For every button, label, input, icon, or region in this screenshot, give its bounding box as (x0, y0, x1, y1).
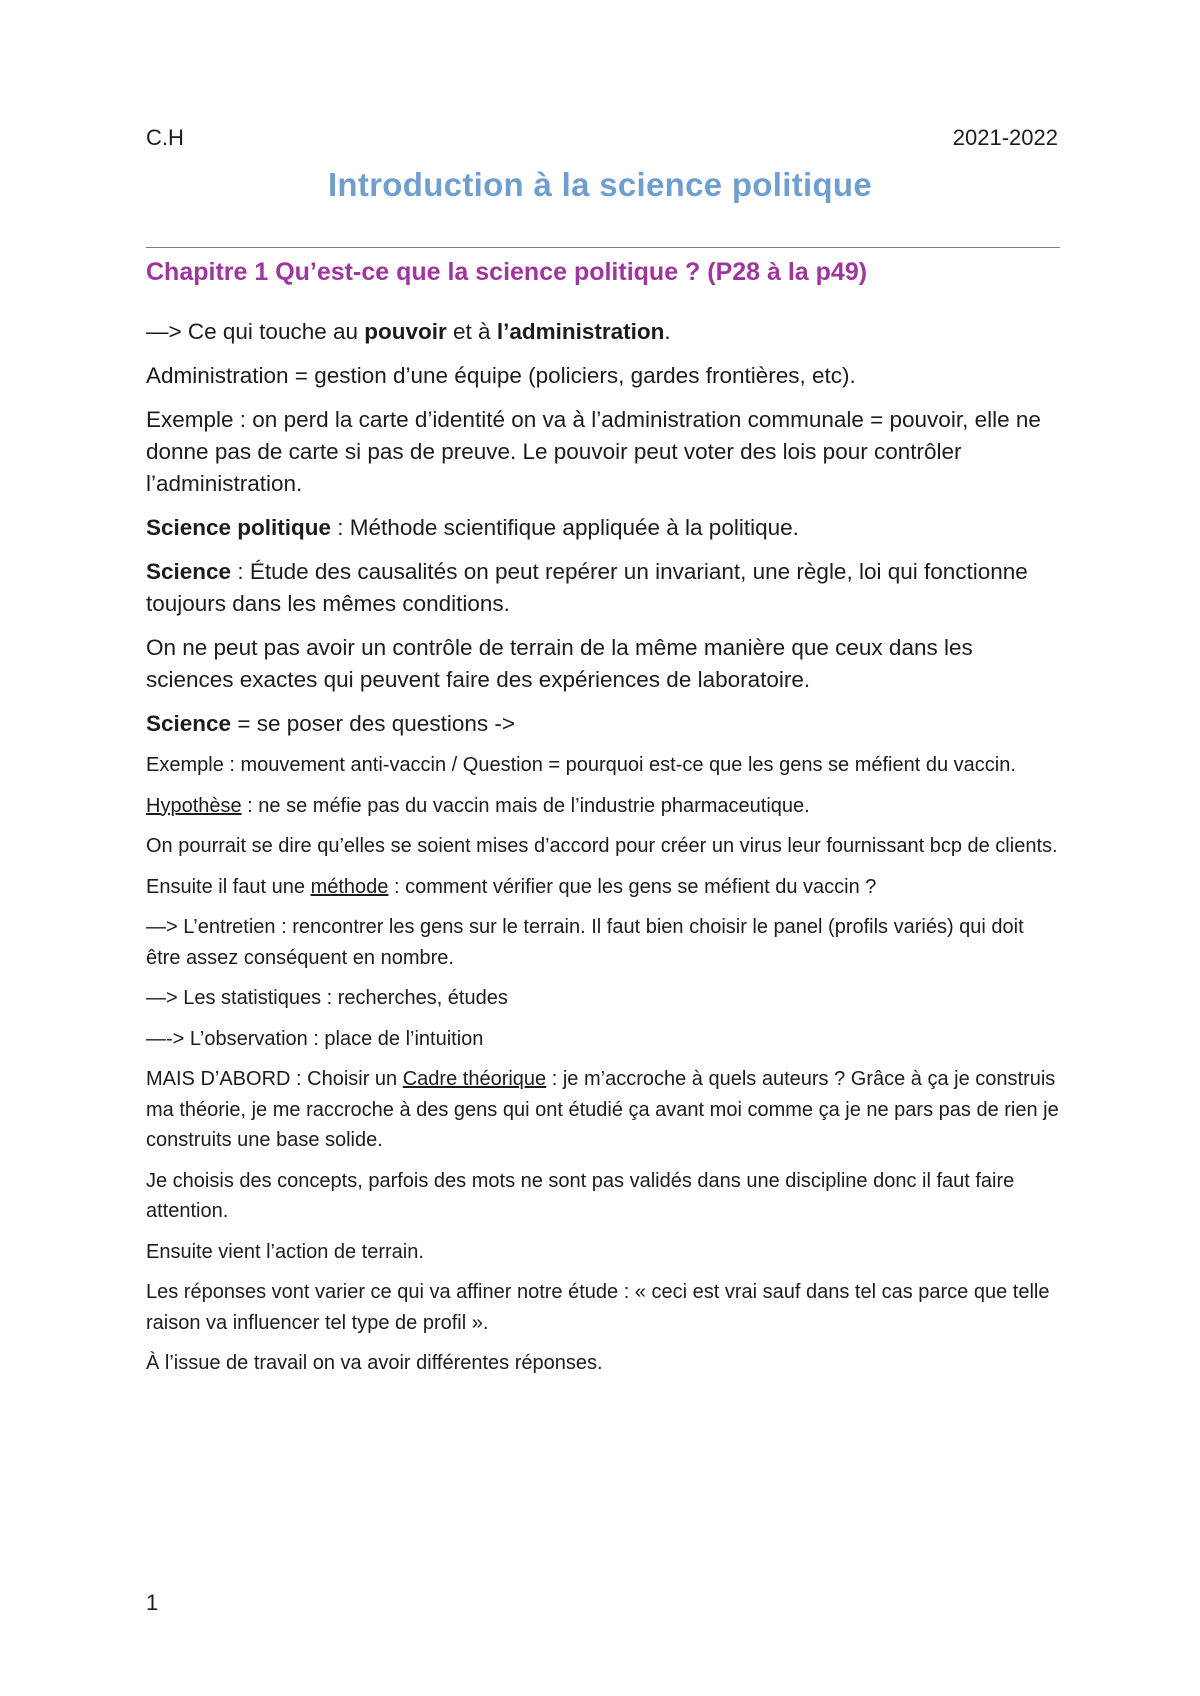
p4-term: Science politique (146, 515, 332, 540)
paragraph-11 (146, 872, 1060, 903)
paragraph-8: Exemple : mouvement anti-vaccin / Question = pourquoi est-ce que les gens se méfient du vaccin. (146, 754, 1016, 776)
paragraph-1 (146, 316, 1060, 348)
p15-text-a: MAIS D’ABORD : Choisir un (146, 1068, 403, 1090)
paragraph-19: À l’issue de travail on va avoir différentes réponses. (146, 1352, 603, 1374)
title-divider (146, 247, 1060, 248)
page-number: 1 (146, 1590, 159, 1615)
p1-text-a: —> Ce qui touche au (146, 319, 365, 344)
p7-term: Science (146, 711, 232, 736)
p9-term-hypothese: Hypothèse (146, 794, 242, 817)
paragraph-12: —> L’entretien : rencontrer les gens sur le terrain. Il faut bien choisir le panel (profils variés) qui doit être assez conséquent en nombre. (146, 916, 1024, 969)
chapter-heading: Chapitre 1 Qu’est-ce que la science politique ? (P28 à la p49) (146, 258, 868, 286)
p4-text: : Méthode scientifique appliquée à la politique. (331, 515, 799, 540)
p11-text-a: Ensuite il faut une (146, 875, 311, 898)
p5-term: Science (146, 559, 232, 584)
paragraph-2: Administration = gestion d’une équipe (policiers, gardes frontières, etc). (146, 363, 856, 388)
p7-text: = se poser des questions -> (231, 711, 515, 736)
p11-term-methode: méthode (310, 875, 389, 898)
paragraph-6: On ne peut pas avoir un contrôle de terrain de la même manière que ceux dans les sciences exactes qui peuvent faire des expériences de laboratoire. (146, 635, 973, 692)
document-title: Introduction à la science politique (327, 166, 873, 203)
header-author: C.H (146, 125, 184, 150)
paragraph-15 (146, 1064, 1060, 1156)
p1-text-e: . (664, 319, 671, 344)
p1-term-administration: l’administration (496, 319, 665, 344)
p9-text: : ne se méfie pas du vaccin mais de l’industrie pharmaceutique. (241, 794, 810, 817)
p1-term-pouvoir: pouvoir (364, 319, 447, 344)
paragraph-17: Ensuite vient l’action de terrain. (146, 1240, 424, 1263)
paragraph-3: Exemple : on perd la carte d’identité on va à l’administration communale = pouvoir, elle ne donne pas de carte si pas de preuve. Le pouvoir peut voter des lois pour contrôler l’administration. (146, 407, 1041, 496)
paragraph-13: —> Les statistiques : recherches, études (146, 987, 508, 1009)
paragraph-18: Les réponses vont varier ce qui va affiner notre étude : « ceci est vrai sauf dans tel cas parce que telle raison va influencer tel type de profil ». (146, 1281, 1050, 1334)
paragraph-9 (146, 791, 1060, 822)
p1-text-c: et à (446, 319, 497, 344)
document-body (146, 316, 1060, 1379)
paragraph-7 (146, 708, 1060, 740)
header-year: 2021-2022 (952, 125, 1058, 150)
paragraph-16: Je choisis des concepts, parfois des mots ne sont pas validés dans une discipline donc il faut faire attention. (146, 1169, 1015, 1222)
paragraph-14: —-> L’observation : place de l’intuition (146, 1027, 484, 1050)
p11-text-b: : comment vérifier que les gens se méfient du vaccin ? (388, 875, 877, 898)
paragraph-10: On pourrait se dire qu’elles se soient mises d’accord pour créer un virus leur fournissant bcp de clients. (146, 835, 1058, 857)
paragraph-5 (146, 556, 1060, 620)
paragraph-4 (146, 512, 1060, 544)
p15-text-b: : je m’accroche à quels auteurs ? Grâce à ça je construis ma théorie, je me raccroche à des gens qui ont étudié ça avant moi comme ça je ne pars pas de rien je construits une base solide. (146, 1068, 1059, 1151)
p15-term-cadre-theorique: Cadre théorique (402, 1068, 547, 1090)
p5-text: : Étude des causalités on peut repérer un invariant, une règle, loi qui fonctionne toujours dans les mêmes conditions. (146, 559, 1028, 616)
